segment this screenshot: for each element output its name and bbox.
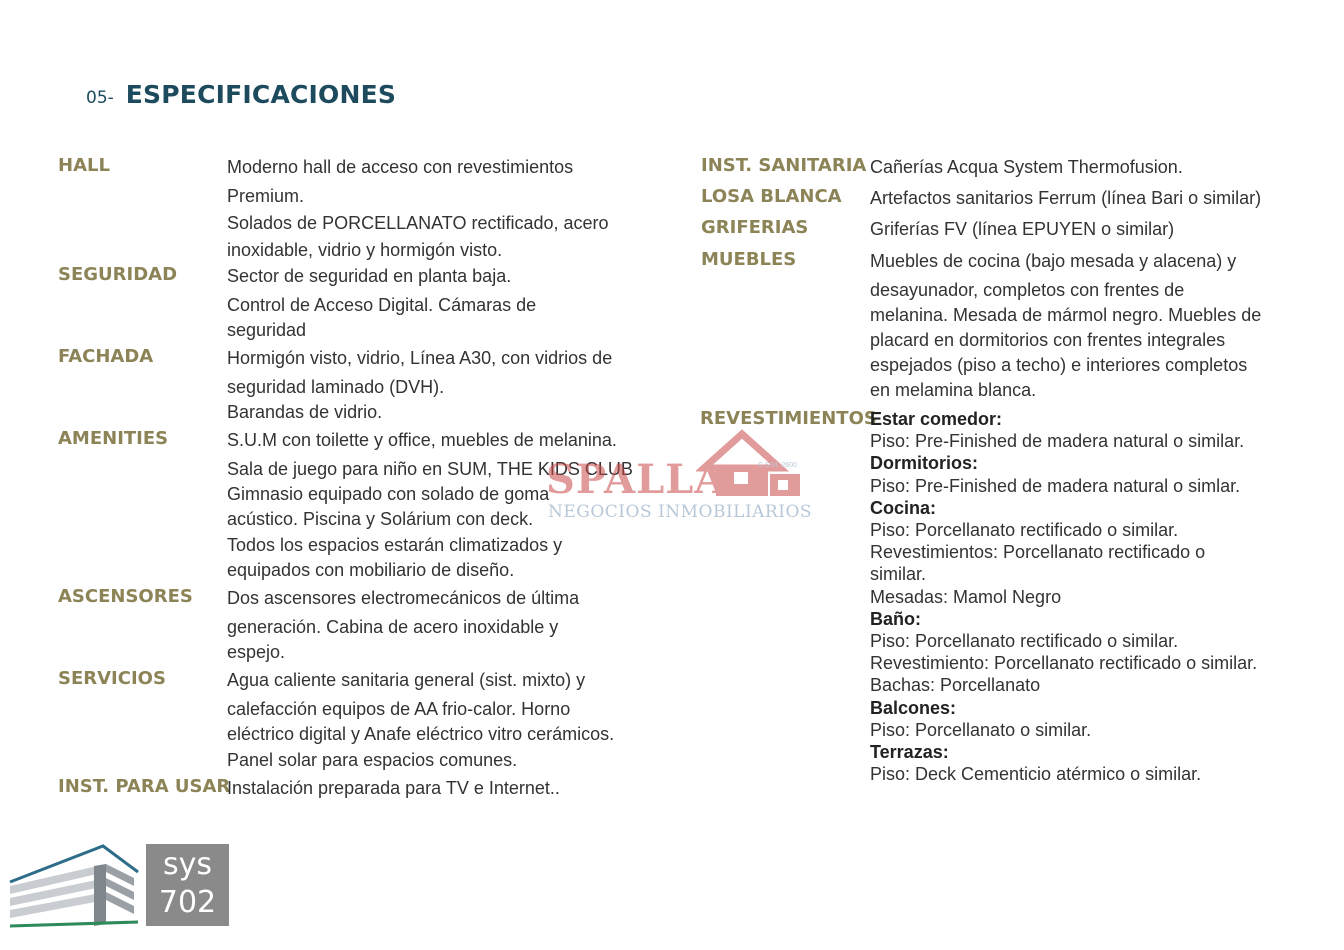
spec-line: Artefactos sanitarios Ferrum (línea Bari o similar) bbox=[870, 188, 1262, 208]
spec-line: desayunador, completos con frentes de bbox=[870, 280, 1185, 300]
spec-label: FACHADA bbox=[58, 346, 154, 367]
spec-label: GRIFERIAS bbox=[701, 217, 809, 238]
spec-line: seguridad bbox=[227, 320, 307, 340]
rev-line: Bachas: Porcellanato bbox=[870, 675, 1041, 696]
spec-text bbox=[870, 408, 1257, 785]
rev-line: similar. bbox=[870, 564, 927, 585]
spec-line: eléctrico digital y Anafe eléctrico vitro cerámicos. bbox=[227, 724, 615, 744]
spec-line: Todos los espacios estarán climatizados y bbox=[227, 535, 563, 555]
spec-line: Sala de juego para niño en SUM, THE KIDS CLUB bbox=[227, 459, 633, 479]
building-logo-icon bbox=[8, 842, 140, 928]
spec-label: SEGURIDAD bbox=[58, 264, 178, 285]
spec-line: placard en dormitorios con frentes integrales bbox=[870, 330, 1226, 350]
spalla-watermark bbox=[546, 428, 813, 528]
spec-label: MUEBLES bbox=[701, 249, 797, 270]
rev-line: Piso: Pre-Finished de madera natural o similar. bbox=[870, 431, 1245, 452]
rev-subheading: Cocina: bbox=[870, 497, 937, 518]
rev-line: Revestimiento: Porcellanato rectificado o similar. bbox=[870, 653, 1258, 674]
rev-line: Piso: Porcellanato rectificado o similar. bbox=[870, 631, 1179, 652]
spec-line: seguridad laminado (DVH). bbox=[227, 377, 445, 397]
spec-line: Dos ascensores electromecánicos de última bbox=[227, 588, 580, 608]
spec-line: Control de Acceso Digital. Cámaras de bbox=[227, 295, 537, 315]
spec-line: Moderno hall de acceso con revestimientos bbox=[227, 157, 574, 177]
spec-line: Panel solar para espacios comunes. bbox=[227, 750, 518, 770]
sys702-logo bbox=[146, 844, 229, 926]
watermark-name: SPALLA bbox=[546, 456, 727, 503]
spec-line: Griferías FV (línea EPUYEN o similar) bbox=[870, 219, 1175, 239]
spec-line: espejados (piso a techo) e interiores completos bbox=[870, 355, 1248, 375]
rev-line: Piso: Deck Cementicio atérmico o similar. bbox=[870, 764, 1202, 785]
rev-line: Piso: Pre-Finished de madera natural o simlar. bbox=[870, 475, 1241, 496]
spec-line: melanina. Mesada de mármol negro. Muebles de bbox=[870, 305, 1262, 325]
spec-line: generación. Cabina de acero inoxidable y bbox=[227, 617, 559, 637]
spec-line: Muebles de cocina (bajo mesada y alacena) y bbox=[870, 251, 1237, 271]
spec-line: Solados de PORCELLANATO rectificado, acero bbox=[227, 213, 609, 233]
spec-line: Barandas de vidrio. bbox=[227, 402, 383, 422]
rev-subheading: Balcones: bbox=[870, 697, 957, 718]
spec-line: espejo. bbox=[227, 642, 286, 662]
rev-subheading: Terrazas: bbox=[870, 742, 949, 763]
section-number: 05- bbox=[86, 88, 114, 108]
spec-label: ASCENSORES bbox=[58, 586, 193, 607]
spec-label: HALL bbox=[58, 155, 110, 176]
page-header bbox=[86, 80, 396, 109]
spec-line: Cañerías Acqua System Thermofusion. bbox=[870, 157, 1183, 177]
spec-line: Premium. bbox=[227, 186, 305, 206]
spec-line: en melamina blanca. bbox=[870, 380, 1037, 400]
spec-line: Agua caliente sanitaria general (sist. mixto) y bbox=[227, 670, 586, 690]
rev-subheading: Estar comedor: bbox=[870, 409, 1003, 429]
rev-line: Mesadas: Mamol Negro bbox=[870, 586, 1062, 607]
page-title: ESPECIFICACIONES bbox=[125, 80, 397, 109]
rev-line: Piso: Porcellanato rectificado o similar. bbox=[870, 520, 1179, 541]
spec-line: Instalación preparada para TV e Internet.. bbox=[227, 778, 560, 798]
spec-label: INST. SANITARIA bbox=[701, 155, 867, 176]
spec-line: equipados con mobiliario de diseño. bbox=[227, 560, 515, 580]
logo-text-702: 702 bbox=[158, 885, 217, 920]
rev-subheading: Baño: bbox=[870, 608, 921, 629]
spec-line: S.U.M con toilette y office, muebles de melanina. bbox=[227, 430, 617, 450]
watermark-subtitle: NEGOCIOS INMOBILIARIOS bbox=[548, 502, 813, 522]
spec-line: inoxidable, vidrio y hormigón visto. bbox=[227, 240, 503, 260]
spec-label: AMENITIES bbox=[58, 428, 169, 449]
spec-line: Sector de seguridad en planta baja. bbox=[227, 266, 512, 286]
spec-line: Gimnasio equipado con solado de goma bbox=[227, 484, 550, 504]
spec-label: INST. PARA USAR bbox=[58, 776, 231, 797]
logo-text-sys: sys bbox=[162, 847, 212, 882]
spec-label: REVESTIMIENTOS bbox=[700, 408, 877, 429]
watermark-registration: C.S.M. 2600 bbox=[758, 462, 797, 469]
spec-label: SERVICIOS bbox=[58, 668, 166, 689]
rev-line: Piso: Porcellanato o similar. bbox=[870, 719, 1092, 740]
spec-line: calefacción equipos de AA frio-calor. Horno bbox=[227, 699, 571, 719]
spec-line: Hormigón visto, vidrio, Línea A30, con vidrios de bbox=[227, 348, 613, 368]
spec-line: acústico. Piscina y Solárium con deck. bbox=[227, 509, 534, 529]
rev-line: Revestimientos: Porcellanato rectificado o bbox=[870, 542, 1206, 563]
rev-subheading: Dormitorios: bbox=[870, 453, 978, 474]
spec-label: LOSA BLANCA bbox=[701, 186, 842, 207]
